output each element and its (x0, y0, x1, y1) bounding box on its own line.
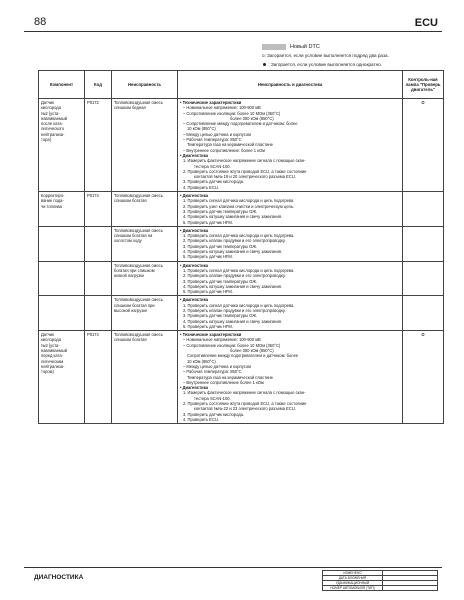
filled-dot-icon (263, 63, 266, 66)
cell-component-line: кислорода (41, 337, 61, 343)
diag-line: 1. Измерить фактическое напряжение сигнала с помощью скан- (183, 158, 306, 164)
diag-line: более 300 кОм (850°С) (230, 348, 274, 354)
cell-component-line: навливаемый (41, 348, 68, 354)
cell-dtc-code: P0174 (85, 192, 112, 227)
cell-problem-line: Топливовоздушная смесь (114, 100, 163, 105)
cell-diagnostics (178, 331, 403, 424)
cell-dtc-code (85, 226, 112, 261)
cell-component (39, 331, 85, 424)
table-row (39, 261, 444, 296)
cell-component-line: перед ката- (41, 353, 64, 359)
cell-problem (112, 226, 178, 261)
cell-component (39, 261, 85, 296)
diag-line: – Внутреннее сопротивление: более 1 кОм (183, 147, 265, 153)
cell-check-engine-lamp (403, 192, 444, 227)
cell-component (39, 192, 85, 227)
cell-problem-line: Топливовоздушная смесь (114, 332, 163, 338)
cell-diagnostics (178, 226, 403, 261)
cell-component-line: №3 (уста- (41, 342, 60, 348)
col-header-component: Компонент (39, 71, 85, 99)
cell-problem-line: слишком богатая (114, 198, 147, 204)
stamp-label: ДАТА ВЛОЖЕНИЯ (323, 576, 383, 581)
diag-line: 3. Проверить датчик температуры ОЖ. (183, 243, 258, 249)
diag-section-heading: • Диагностика (180, 262, 209, 268)
cell-check-engine-lamp (403, 261, 444, 296)
cell-component-line: тора) (41, 137, 52, 143)
cell-dtc-code: P0172 (85, 99, 112, 192)
page-number: 88 (34, 16, 47, 28)
diag-line: – Рабочая температура: 850°С (183, 369, 242, 375)
cell-problem-line: слишком богатая на (114, 233, 153, 239)
cell-component (39, 99, 85, 192)
table-row (39, 192, 444, 227)
cell-component-line: навливаемый (41, 115, 68, 121)
table-row (39, 296, 444, 331)
col-header-problem: Неисправность (112, 71, 178, 99)
diag-section-heading: • Диагностика (180, 385, 209, 391)
cell-diagnostics (178, 261, 403, 296)
diag-line: – Рабочая температура: 850°С (183, 137, 242, 143)
diag-line: – Сопротивление изоляции: более 10 МОм (350°С) (183, 342, 281, 348)
stamp-label: ИЗМЕНЕНО (323, 571, 383, 576)
cell-component-line: №2 (уста- (41, 110, 60, 116)
cell-dtc-code (85, 261, 112, 296)
table-header-row (39, 71, 444, 99)
diag-line: тестера SCAN-100. (194, 163, 231, 169)
diag-line: контактов №№ 19 и 20 электрического разъема ECU. (194, 174, 296, 180)
legend (262, 42, 447, 69)
diag-line: 4. Проверить ECU. (183, 416, 219, 422)
cell-component-line: литическим (41, 358, 64, 364)
diag-line: 3. Проверить датчик температуры ОЖ. (183, 278, 258, 284)
diag-line: 4. Проверить катушку зажигания и свечу зажигания. (183, 283, 283, 289)
diag-line: 2. Проверить клапан продувки и его электропроводку. (183, 238, 286, 244)
col-header-diagnostics: Неисправность и диагностика (178, 71, 403, 99)
diag-line: 1. Проверить сигнал датчика кислорода и цепь подогрева. (183, 198, 295, 204)
diag-line: – Номинальное напряжение: 100-900 мВ (183, 105, 261, 111)
cell-component-line: Датчик (41, 332, 55, 338)
diag-section-heading: • Диагностика (180, 227, 209, 233)
table-row (39, 331, 444, 424)
diag-section-heading: • Технические характеристики (180, 100, 242, 105)
diag-line: 4. Проверить катушку зажигания и свечу зажигания. (183, 214, 283, 220)
cell-component-line: вание пода- (41, 198, 64, 204)
diag-section-heading: • Технические характеристики (180, 332, 242, 338)
diag-line: более 300 кОм (850°С) (230, 115, 274, 121)
diag-line: 3. Проверить датчик кислорода. (183, 411, 245, 417)
footer-section: ДИАГНОСТИКА (34, 574, 84, 581)
cell-component-line: кислорода (41, 105, 61, 111)
cell-problem-line: Топливовоздушная смесь (114, 193, 163, 199)
diag-line: 5. Проверить датчик HFM. (183, 323, 233, 329)
cell-dtc-code (85, 296, 112, 331)
cell-problem-line: низкой нагрузке (114, 273, 145, 279)
diag-section-heading: • Диагностика (180, 193, 209, 199)
page-header (24, 0, 442, 32)
legend-item-o (262, 51, 447, 60)
legend-item-dot (262, 60, 447, 69)
diag-line: – Сопротивление изоляции: более 10 МОм (350°С) (183, 110, 281, 116)
table-body (39, 99, 444, 424)
cell-component-line: после ката- (41, 121, 63, 127)
diag-line: – Номинальное напряжение: 100-900 мВ (183, 337, 261, 343)
stamp-label: УДАЧНИКАЦИОННЫЙ (323, 581, 383, 586)
diag-line: Сопротивление между подогревателем и датчиком: более (187, 353, 299, 359)
col-header-check-engine-lamp: Контроль-ная лампа "Проверь двигатель" (403, 71, 444, 99)
cell-component-line: нейтрализа- (41, 363, 65, 369)
diag-line: 1. Проверить сигнал датчика кислорода и цепь подогрева. (183, 233, 295, 239)
diag-line: – Внутреннее сопротивление более 1 кОм (183, 379, 264, 385)
diag-line: 1. Проверить сигнал датчика кислорода и цепь подогрева. (183, 267, 295, 273)
diag-line: 2. Проверить состояние жгута проводов ECU, а также состояние (183, 401, 307, 407)
diag-line: Температура газа на керамической пластине (187, 374, 273, 380)
cell-problem (112, 296, 178, 331)
cell-problem-line: слишком богатая (114, 337, 147, 343)
diag-line: 5. Проверить датчик HFM. (183, 254, 233, 260)
cell-diagnostics (178, 99, 403, 192)
cell-problem-line: слишком бедная (114, 105, 146, 111)
diag-section-heading: • Диагностика (180, 297, 209, 303)
cell-problem-line: Топливовоздушная смесь (114, 297, 163, 303)
cell-problem-line: богатая при слишком (114, 267, 155, 273)
diag-line: 10 кОм (850°С) (187, 126, 216, 132)
cell-problem-line: Топливовоздушная смесь (114, 227, 163, 233)
cell-component-line: нейтрализа- (41, 131, 65, 137)
cell-component-line: чи топлива (41, 203, 62, 209)
revision-stamp (322, 570, 438, 591)
diag-line: 2. Проверить состояние жгута проводов ECU, а также состояние (183, 168, 307, 174)
cell-check-engine-lamp: O (403, 331, 444, 424)
diag-line: 2. Проверить узел клапана очистки и электрическую цепь. (183, 203, 295, 209)
cell-component (39, 226, 85, 261)
diag-section-heading: • Диагностика (180, 152, 209, 158)
diag-line: 5. Проверить датчик HFM. (183, 289, 233, 295)
cell-problem (112, 331, 178, 424)
cell-problem-line: Топливовоздушная смесь (114, 262, 163, 268)
cell-component-line: Датчик (41, 100, 55, 105)
stamp-label: НОМЕР АВТОМОБИЛЯ (ТИП) (323, 586, 383, 591)
section-title: ECU (414, 17, 438, 29)
diag-line: 1. Измерить фактическое напряжение сигнала с помощью скан- (183, 390, 306, 396)
cell-component-line: Корректиро- (41, 193, 65, 199)
col-header-code: Код (85, 71, 112, 99)
cell-component-line: литического (41, 126, 65, 132)
diag-line: Температура газа на керамической пластине (187, 142, 273, 148)
dtc-table (38, 70, 444, 424)
diag-line: тестера SCAN-100. (194, 395, 231, 401)
diag-line: 3. Проверить датчик температуры ОЖ. (183, 313, 258, 319)
cell-problem-line: холостом ходу (114, 238, 142, 244)
diag-line: 4. Проверить катушку зажигания и свечу зажигания. (183, 318, 283, 324)
cell-component-line: тором) (41, 369, 54, 375)
diag-line: контактов №№ 22 и 23 электрического разъема ECU. (194, 406, 296, 412)
table-row (39, 226, 444, 261)
cell-component (39, 296, 85, 331)
cell-check-engine-lamp: O (403, 99, 444, 192)
legend-new-dtc-label: Новый DTC (290, 43, 320, 50)
cell-dtc-code: P0174 (85, 331, 112, 424)
diag-line: 3. Проверить датчик температуры ОЖ. (183, 208, 258, 214)
diag-line: 5. Проверить датчик HFM. (183, 219, 233, 225)
cell-diagnostics (178, 192, 403, 227)
cell-check-engine-lamp (403, 296, 444, 331)
legend-item-o-text: o: Загорается, если условие выполняется подряд два раза. (262, 52, 389, 58)
table-row (39, 99, 444, 192)
diag-line: 10 кОм (850°С) (187, 358, 216, 364)
cell-problem-line: высокой нагрузке (114, 307, 148, 313)
diag-line: 4. Проверить катушку зажигания и свечу зажигания. (183, 249, 283, 255)
page-footer (24, 567, 442, 593)
cell-check-engine-lamp (403, 226, 444, 261)
legend-item-dot-text: : Загорается, если условие выполняется однократно. (268, 61, 382, 67)
cell-diagnostics (178, 296, 403, 331)
legend-new-dtc (262, 42, 447, 51)
diag-line: – Сопротивление между подогревателем и датчиком: более (183, 121, 298, 127)
diag-line: 4. Проверить ECU. (183, 184, 219, 190)
cell-problem (112, 99, 178, 192)
diag-line: 2. Проверить клапан продувки и его электропроводку. (183, 307, 286, 313)
diag-line: – Между цепью датчика и корпусом (183, 131, 251, 137)
cell-problem-line: слишком богатая при (114, 302, 155, 308)
new-dtc-swatch (262, 44, 286, 50)
diag-line: 1. Проверить сигнал датчика кислорода и цепь подогрева. (183, 302, 295, 308)
cell-problem (112, 192, 178, 227)
diag-line: 3. Проверить датчик кислорода. (183, 179, 245, 185)
cell-problem (112, 261, 178, 296)
stamp-value (383, 586, 438, 591)
diag-line: – Между цепью датчика и корпусом (183, 363, 251, 369)
diag-line: 2. Проверить клапан продувки и его электропроводку. (183, 273, 286, 279)
